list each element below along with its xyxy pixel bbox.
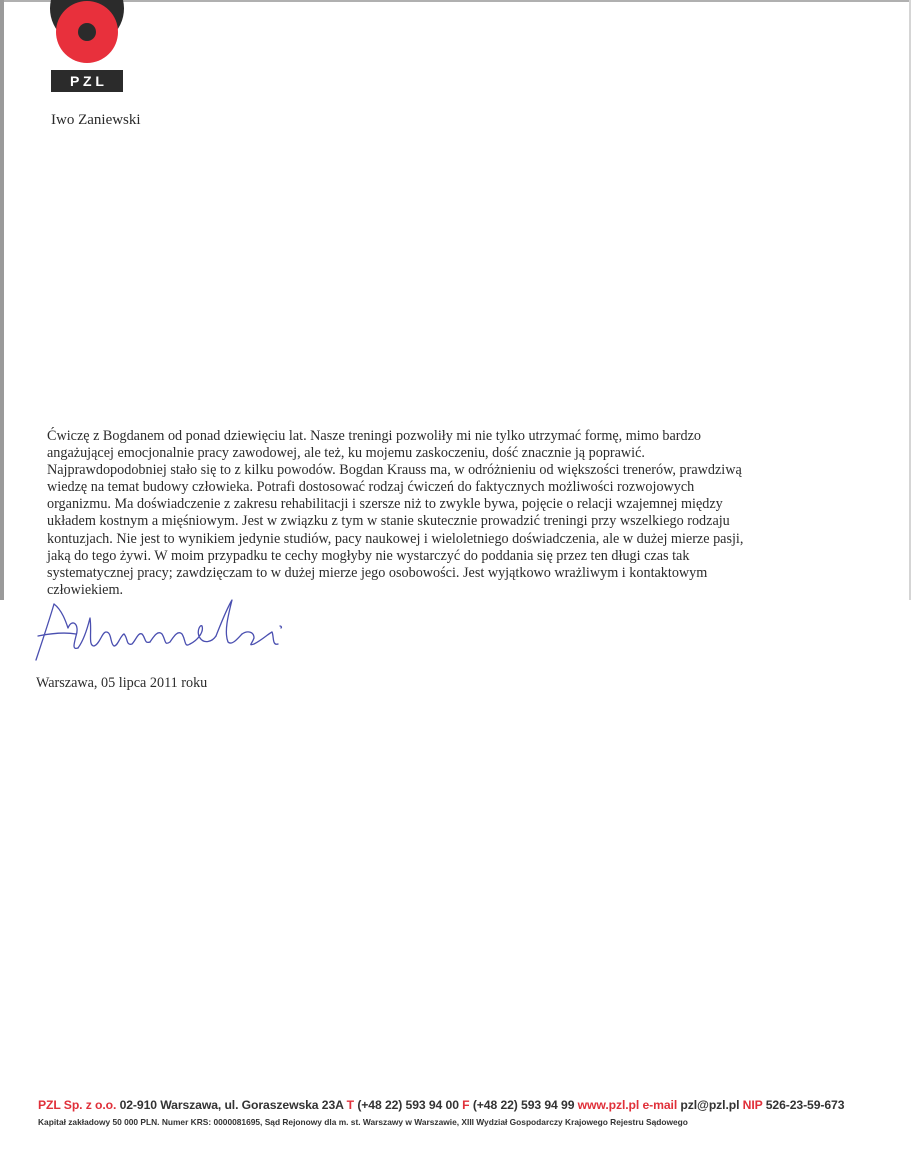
fax-label: F (462, 1098, 470, 1112)
scan-edge-left (0, 0, 4, 600)
email-label: e-mail (642, 1098, 678, 1112)
author-name: Iwo Zaniewski (51, 112, 141, 128)
website-link: www.pzl.pl (577, 1098, 640, 1112)
nip-number: 526-23-59-673 (765, 1098, 845, 1112)
scan-edge-top (0, 0, 911, 2)
pzl-logo (50, 0, 125, 95)
place-and-date: Warszawa, 05 lipca 2011 roku (36, 675, 208, 691)
fax-number: (+48 22) 593 94 99 (472, 1098, 575, 1112)
tel-number: (+48 22) 593 94 00 (357, 1098, 459, 1112)
body-line: człowiekiem. (47, 581, 124, 594)
email-address: pzl@pzl.pl (680, 1098, 740, 1112)
body-line: systematycznej pracy; zawdzięczam to w dużej mierze jego osobowości. Jest wyjątkowo wrażliwym i kontaktowym (47, 564, 708, 581)
registration-info: Kapitał zakładowy 50 000 PLN. Numer KRS: 0000081695, Sąd Rejonowy dla m. st. Warszawy w Warszawie, XIII Wydział Gospodarczy Krajowego Rejestru Sądowego (38, 1117, 688, 1127)
body-line: angażującej emocjonalnie pracy zawodowej, ale też, ku mojemu zaskoczeniu, dość znacznie ją poprawić. (47, 445, 645, 462)
body-line: Ćwiczę z Bogdanem od ponad dziewięciu lat. Nasze treningi pozwoliły mi nie tylko utrzymać formę, mimo bardzo (47, 428, 702, 444)
body-line: wiedzę na temat budowy człowieka. Potrafi dostosować rodzaj ćwiczeń do faktycznych możliwości rozwojowych (47, 479, 695, 496)
company-address: 02-910 Warszawa, ul. Goraszewska 23A (119, 1098, 344, 1112)
handwritten-signature (28, 596, 298, 668)
nip-label: NIP (742, 1098, 763, 1112)
body-line: organizmu. Ma doświadczenie z zakresu rehabilitacji i szersze niż to zwykle bywa, pojęcie o relacji wzajemnej między (47, 496, 723, 513)
body-line: Najprawdopodobniej stało się to z kilku powodów. Bogdan Krauss ma, w odróżnieniu od większości trenerów, prawdziwą (47, 462, 742, 479)
footer-contact-line (38, 1098, 898, 1112)
logo-text: P Z L (70, 73, 104, 89)
body-line: jaką do tego żywi. W moim przypadku te cechy mogłyby nie wystarczyć do poddania się przez ten długi czas tak (47, 547, 690, 564)
letter-body (47, 428, 807, 594)
company-name: PZL Sp. z o.o. (38, 1098, 117, 1112)
body-line: kontuzjach. Nie jest to wynikiem jedynie studiów, pacy naukowej i wieloletniego doświadczenia, ale w dużej mierze pasji, (47, 530, 744, 547)
body-line: układem kostnym a mięśniowym. Jest w związku z tym w stanie skutecznie prowadzić treningi przy wszelkiego rodzaju (47, 513, 730, 530)
letterhead-footer (38, 1098, 898, 1127)
tel-label: T (346, 1098, 355, 1112)
